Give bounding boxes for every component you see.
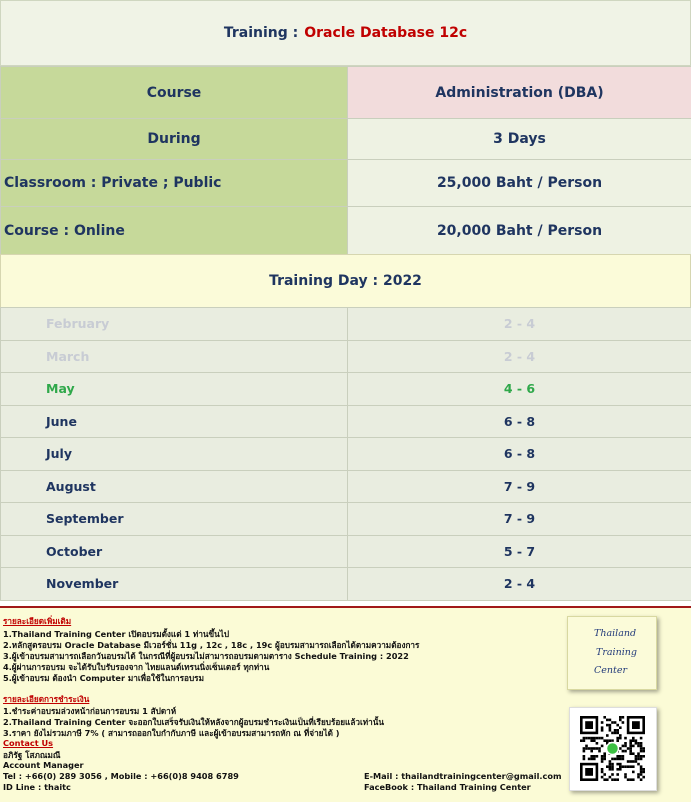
detail-row-course	[1, 67, 691, 119]
more-item: 4.ผู้ผ่านการอบรม จะได้รับใบรับรองจาก ไทยแลนด์เทรนนิ่งเซ็นเตอร์ ทุกท่าน	[3, 661, 269, 674]
course-label: Course	[1, 67, 348, 119]
qr-code-icon[interactable]	[569, 707, 657, 791]
schedule-days: 6 - 8	[348, 405, 691, 438]
course-value: Administration (DBA)	[348, 67, 691, 119]
schedule-days: 6 - 8	[348, 438, 691, 471]
ttc-logo	[567, 616, 657, 690]
more-item: 3.ผู้เข้าอบรมสามารถเลือกวันอบรมได้ ในกรณีที่ผู้อบรมไม่สามารถอบรมตามตาราง Schedule Training : 2022	[3, 650, 409, 663]
schedule-row	[1, 568, 691, 601]
contact-phone[interactable]: Tel : +66(0) 289 3056 , Mobile : +66(0)8 9408 6789	[3, 771, 239, 781]
schedule-days: 2 - 4	[348, 308, 691, 341]
more-item: 2.หลักสูตรอบรม Oracle Database มีเวอร์ชั่น 11g , 12c , 18c , 19c ผู้อบรมสามารถเลือกได้ตามความต้องการ	[3, 639, 419, 652]
payment-item: 2.Thailand Training Center จะออกใบเสร็จรับเงินให้หลังจากผู้อบรมชำระเงินเป็นที่เรียบร้อยแล้วเท่านั้น	[3, 716, 384, 729]
payment-heading: รายละเอียดการชำระเงิน	[3, 693, 89, 706]
during-value: 3 Days	[348, 119, 691, 160]
schedule-table	[0, 307, 691, 601]
schedule-month: August	[1, 470, 348, 503]
classroom-price: 25,000 Baht / Person	[348, 160, 691, 207]
more-item: 5.ผู้เข้าอบรม ต้องนำ Computer มาเพื่อใช้ในการอบรม	[3, 672, 204, 685]
schedule-days: 4 - 6	[348, 373, 691, 406]
contact-email[interactable]: E-Mail : thailandtrainingcenter@gmail.com	[364, 771, 562, 781]
schedule-month: July	[1, 438, 348, 471]
contact-role: Account Manager	[3, 760, 84, 770]
schedule-month: June	[1, 405, 348, 438]
title-prefix: Training :	[224, 25, 298, 41]
schedule-month: October	[1, 535, 348, 568]
schedule-row	[1, 308, 691, 341]
more-item: 1.Thailand Training Center เปิดอบรมตั้งแต่ 1 ท่านขึ้นไป	[3, 628, 229, 641]
detail-row-online	[1, 207, 691, 255]
schedule-row	[1, 340, 691, 373]
schedule-month: March	[1, 340, 348, 373]
schedule-days: 7 - 9	[348, 470, 691, 503]
schedule-row	[1, 373, 691, 406]
schedule-row	[1, 503, 691, 536]
course-name: Oracle Database 12c	[304, 25, 467, 41]
logo-line-1: Thailand	[594, 628, 636, 639]
payment-item: 1.ชำระค่าอบรมล่วงหน้าก่อนการอบรม 1 สัปดาห์	[3, 705, 176, 718]
contact-heading[interactable]: Contact Us	[3, 738, 53, 748]
schedule-row	[1, 470, 691, 503]
schedule-row	[1, 405, 691, 438]
online-price: 20,000 Baht / Person	[348, 207, 691, 255]
logo-line-2: Training	[596, 647, 637, 658]
detail-row-during	[1, 119, 691, 160]
course-details-table	[0, 66, 691, 255]
during-label: During	[1, 119, 348, 160]
schedule-days: 5 - 7	[348, 535, 691, 568]
schedule-month: November	[1, 568, 348, 601]
contact-line-id[interactable]: ID Line : thaitc	[3, 782, 71, 792]
online-label: Course : Online	[1, 207, 348, 255]
training-day-heading: Training Day : 2022	[0, 254, 691, 308]
detail-row-classroom	[1, 160, 691, 207]
contact-facebook[interactable]: FaceBook : Thailand Training Center	[364, 782, 531, 792]
schedule-row	[1, 535, 691, 568]
schedule-days: 2 - 4	[348, 568, 691, 601]
page-title	[0, 0, 691, 66]
classroom-label: Classroom : Private ; Public	[1, 160, 348, 207]
payment-item: 3.ราคา ยังไม่รวมภาษี 7% ( สามารถออกใบกำกับภาษี และผู้เข้าอบรมสามารถหัก ณ ที่จ่ายได้ )	[3, 727, 340, 740]
schedule-month: May	[1, 373, 348, 406]
schedule-month: February	[1, 308, 348, 341]
more-details-heading: รายละเอียดเพิ่มเติม	[3, 615, 71, 628]
qr-code-graphic	[570, 708, 656, 790]
logo-line-3: Center	[594, 665, 627, 676]
schedule-days: 2 - 4	[348, 340, 691, 373]
schedule-row	[1, 438, 691, 471]
line-app-icon	[607, 743, 619, 755]
schedule-month: September	[1, 503, 348, 536]
contact-name: อภิรัฐ โสภณมณี	[3, 749, 60, 762]
schedule-days: 7 - 9	[348, 503, 691, 536]
